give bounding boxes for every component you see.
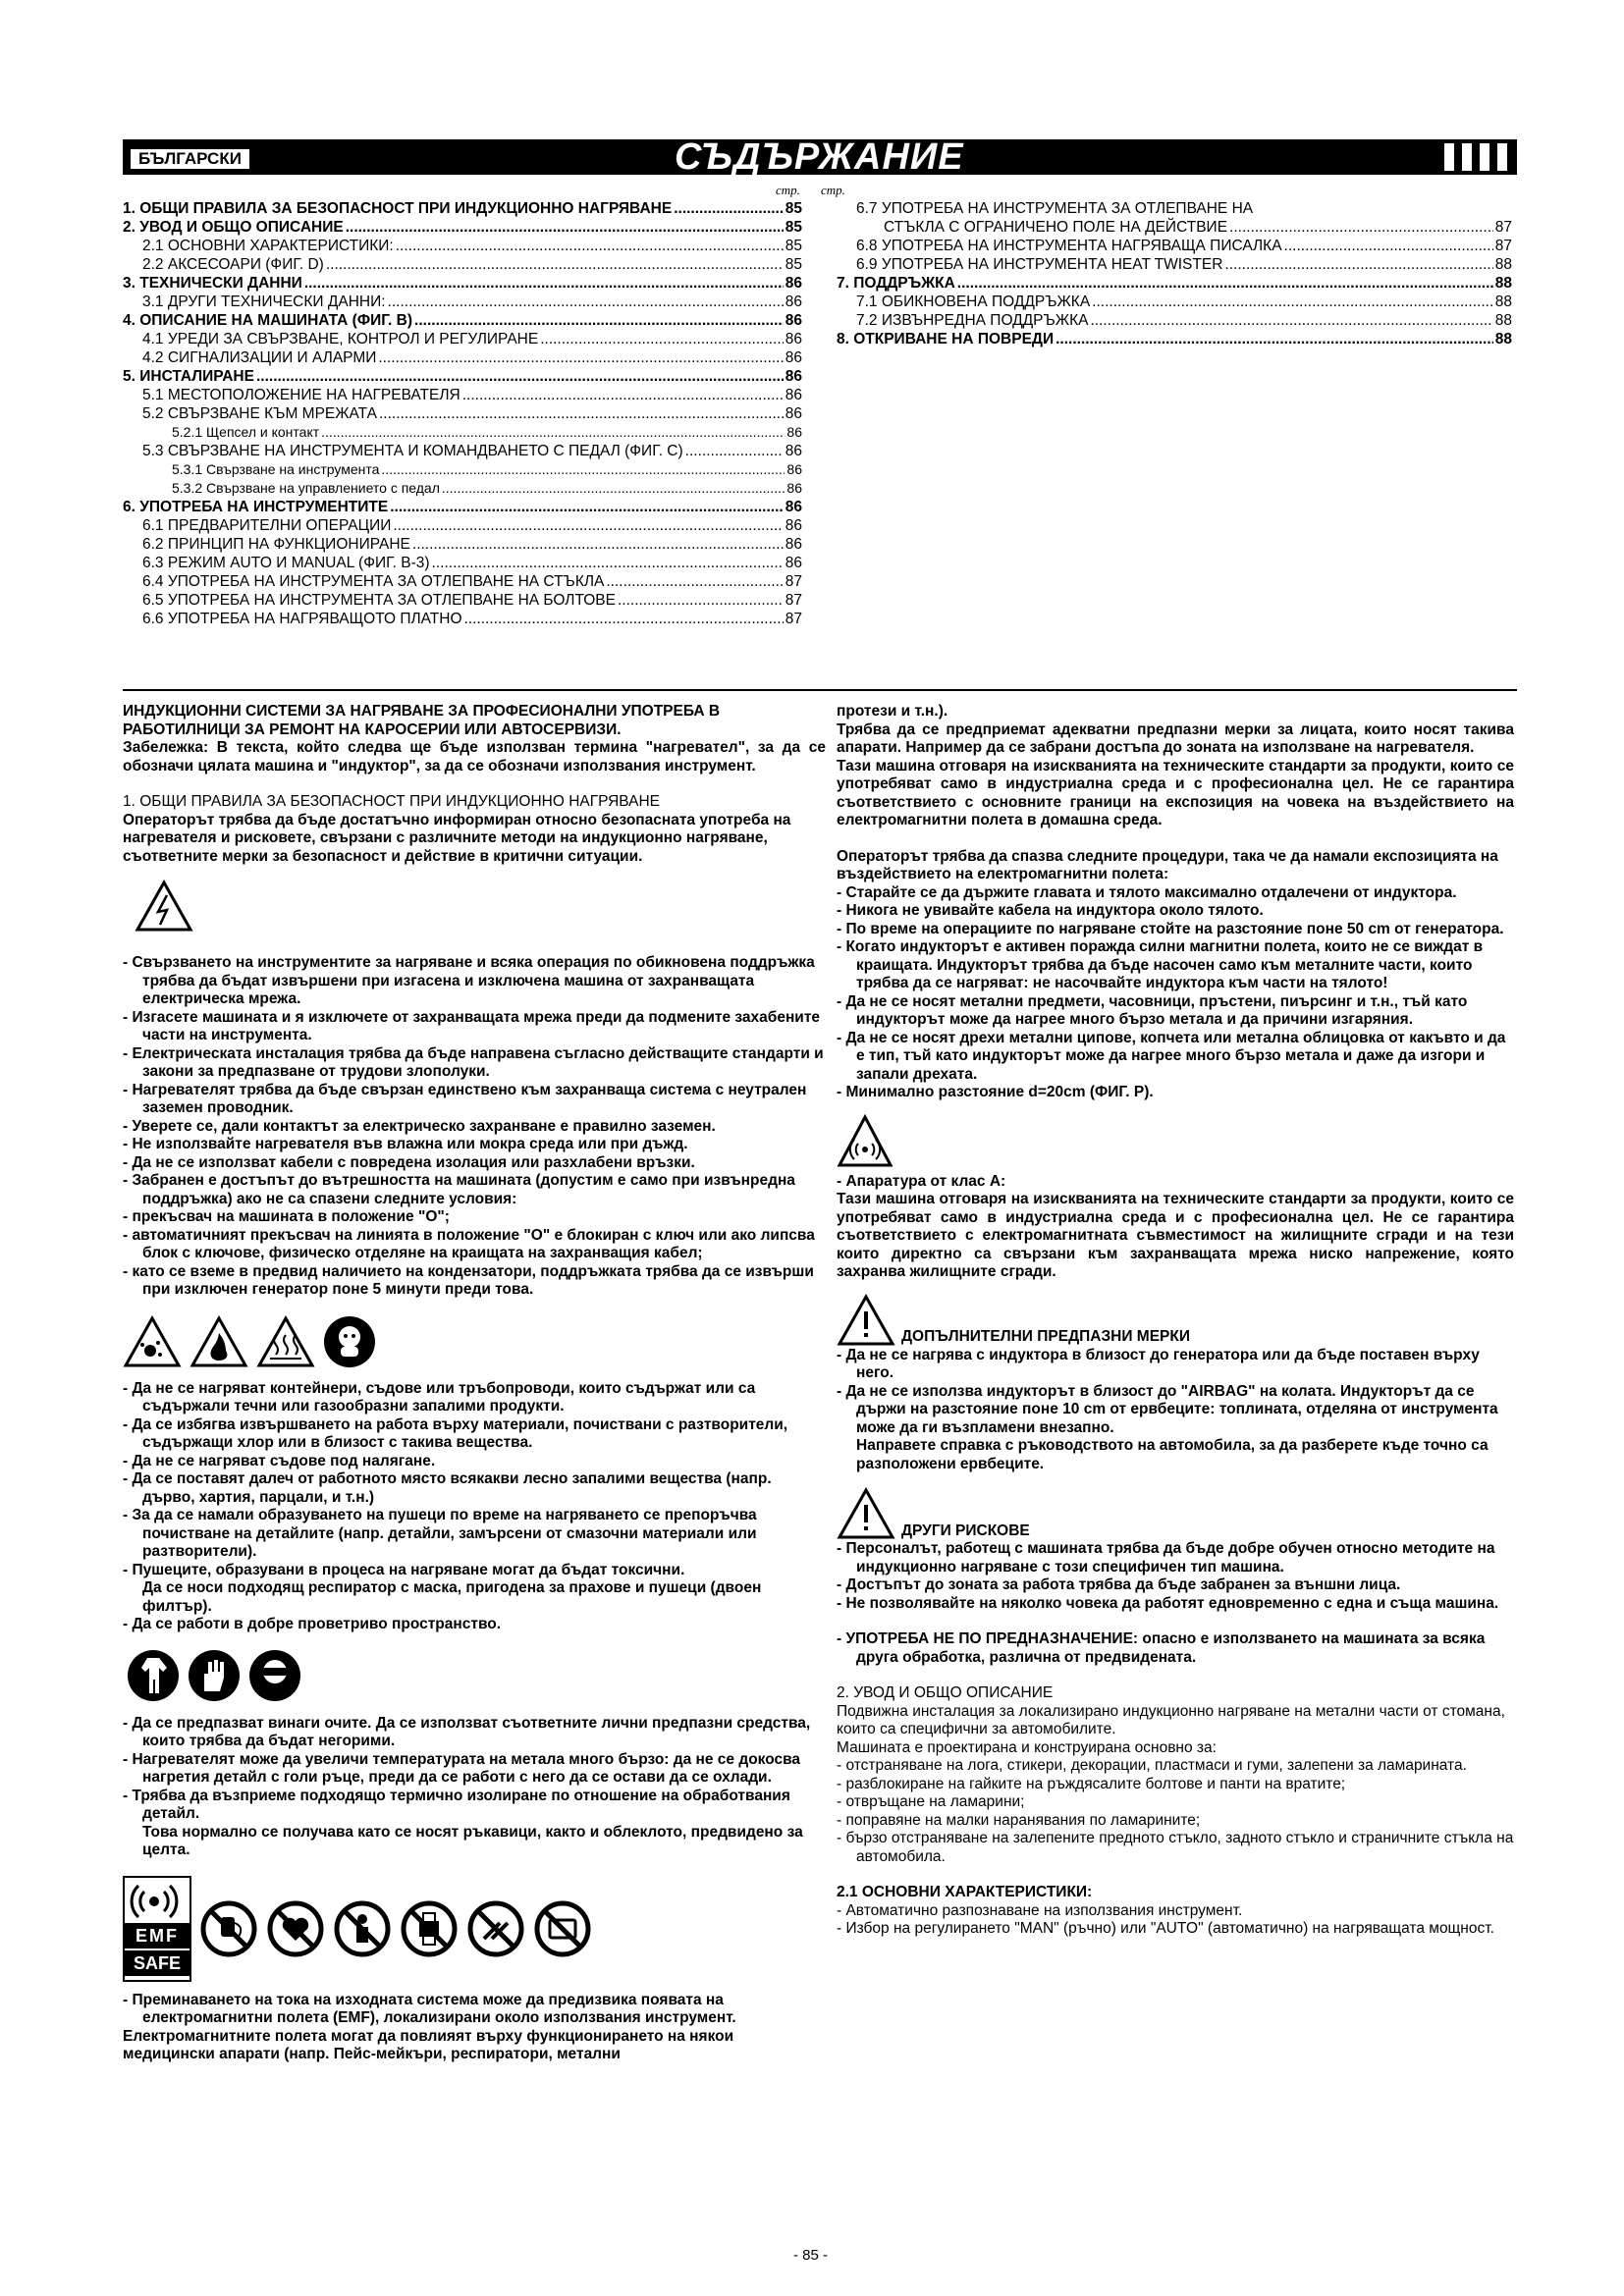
list-item: - Не използвайте нагревателя във влажна или мокра среда или при дъжд. xyxy=(123,1136,688,1152)
list-item: - разблокиране на гайките на ръждясалите болтове и панти на вратите; xyxy=(837,1775,1346,1792)
list-item: - Изгасете машината и я изключете от захранващата мрежа преди да подмените захабените части на инструмента. xyxy=(123,1008,821,1043)
toc-leader xyxy=(1284,237,1493,255)
toc-entry xyxy=(123,535,802,554)
toc-leader xyxy=(346,218,784,237)
toc-entry-page: 88 xyxy=(1494,294,1512,310)
toc-leader xyxy=(1224,255,1492,274)
toc-entry xyxy=(123,274,802,293)
list-item: - Да се избягва извършването на работа върху материали, почиствани с разтворители, съдържащи хлор или в близост с такива вещества. xyxy=(123,1415,788,1451)
no-credit-card-icon xyxy=(533,1899,592,1958)
class-a-title: - Апаратура от клас А: xyxy=(837,1172,1006,1190)
toc-leader xyxy=(540,330,784,348)
toc-entry xyxy=(123,330,802,348)
page-title: СЪДЪРЖАНИЕ xyxy=(675,136,964,178)
toc-leader xyxy=(326,255,784,274)
toc-entry xyxy=(837,293,1512,311)
list-item: - поправяне на малки наранявания по ламарините; xyxy=(837,1811,1201,1829)
list-item: - прекъсвач на машината в положение "O"; xyxy=(123,1208,450,1225)
toc-entry xyxy=(123,572,802,591)
toc-entry-page: 87 xyxy=(785,573,802,590)
list-item: - отстраняване на лога, стикери, декорации, пластмаси и гуми, залепени за ламарината. xyxy=(837,1757,1467,1774)
toc-entry-title: 7. ПОДДРЪЖКА xyxy=(837,275,955,292)
list-item: - Да не се използват кабели с повредена изолация или разхлабени връзки. xyxy=(123,1153,695,1171)
toc-entry-page: 85 xyxy=(785,238,802,254)
toc-leader xyxy=(1092,293,1493,311)
fire-hazard-icon xyxy=(189,1315,248,1368)
toc-entry-page: 86 xyxy=(785,517,802,534)
toc-left xyxy=(123,199,802,628)
header-band xyxy=(123,136,1517,178)
toc-right xyxy=(837,199,1512,348)
list-item: - Старайте се да държите главата и тялото максимално отдалечени от индуктора. xyxy=(837,883,1457,901)
toc-leader xyxy=(381,460,785,479)
toc-leader xyxy=(606,572,783,591)
emf-safe-badge xyxy=(123,1876,191,1982)
toc-entry-title: 5.3.2 Свързване на управлението с педал xyxy=(172,480,440,496)
list-item: - Да не се нагряват съдове под налягане. xyxy=(123,1452,436,1469)
toc-entry-page: 88 xyxy=(1494,275,1512,292)
protective-gloves-icon xyxy=(188,1648,241,1703)
emf-bullet: - Преминаването на тока на изходната система може да предизвика появата на електромагнитни полета (EMF), локализирани около използвания инструмент. xyxy=(123,1991,736,2026)
list-item: - Избор на регулирането "MAN" (ръчно) или "AUTO" (автоматично) на нагряващата мощност. xyxy=(837,1920,1494,1937)
toc-entry-title: 2.2 АКСЕСОАРИ (ФИГ. D) xyxy=(142,256,324,273)
toc-entry-page: 88 xyxy=(1494,331,1512,347)
toc-leader xyxy=(396,237,784,255)
page-number: - 85 - xyxy=(793,2247,829,2264)
toc-entry xyxy=(837,218,1512,237)
toc-entry xyxy=(123,554,802,572)
toc-entry-page: 86 xyxy=(785,387,802,403)
toc-entry-title: 5.2.1 Щепсел и контакт xyxy=(172,424,320,440)
emf-label: EMF xyxy=(125,1923,189,1949)
toc-entry-title: 6.5 УПОТРЕБА НА ИНСТРУМЕНТА ЗА ОТЛЕПВАНЕ НА БОЛТОВЕ xyxy=(142,592,616,609)
list-item: - Нагревателят може да увеличи температурата на метала много бързо: да не се докосва нагретия детайл с голи ръце, преди да се работи с него да се остави да се охлади. xyxy=(123,1750,801,1786)
toc-entry xyxy=(837,237,1512,255)
list-item: - Не позволявайте на няколко човека да работят едновременно с една и съща машина. xyxy=(837,1594,1499,1612)
no-tools-icon xyxy=(466,1899,525,1958)
list-item: - Електрическата инсталация трябва да бъде направена съгласно действащите стандарти и закони за предпазване от трудови злополуки. xyxy=(123,1044,824,1080)
toc-entry-page: 85 xyxy=(785,200,802,217)
toc-leader xyxy=(957,274,1493,293)
toc-entry-title: 6.1 ПРЕДВАРИТЕЛНИ ОПЕРАЦИИ xyxy=(142,517,392,534)
ppe-continuation: Това нормално се получава като се носят ръкавици, както и облеклото, предвидено за целта. xyxy=(142,1823,803,1858)
emf-radiation-icon xyxy=(125,1878,184,1923)
section-1-title: 1. ОБЩИ ПРАВИЛА ЗА БЕЗОПАСНОСТ ПРИ ИНДУКЦИОННО НАГРЯВАНЕ xyxy=(123,793,661,810)
toc-leader xyxy=(256,367,784,386)
list-item: - Свързването на инструментите за нагряване и всяка операция по обикновена поддръжка трябва да бъдат извършени при изгасена и изключена машина от захранващата електрическа мрежа. xyxy=(123,954,815,1007)
toc-page-label-left: стр. xyxy=(776,183,800,197)
toc-entry-page: 86 xyxy=(785,443,802,459)
warning-icon xyxy=(837,1487,895,1540)
toc-entry-title: 6.4 УПОТРЕБА НА ИНСТРУМЕНТА ЗА ОТЛЕПВАНЕ НА СТЪКЛА xyxy=(142,573,605,590)
toc-entry xyxy=(123,591,802,610)
toc-entry-title: 2.1 ОСНОВНИ ХАРАКТЕРИСТИКИ: xyxy=(142,238,394,254)
toc-entry-title: 3. ТЕХНИЧЕСКИ ДАННИ xyxy=(123,275,302,292)
list-item: - Минимално разстояние d=20cm (ФИГ. P). xyxy=(837,1084,1154,1100)
list-item: - Трябва да възприеме подходящо термично изолиране по отношение на обработвания детайл. xyxy=(123,1787,790,1822)
toc-entry-title: 6.8 УПОТРЕБА НА ИНСТРУМЕНТА НАГРЯВАЩА ПИСАЛКА xyxy=(856,238,1282,254)
list-item: - Автоматично разпознаване на използвания инструмент. xyxy=(837,1901,1243,1919)
toc-page-label-right: стр. xyxy=(821,183,845,197)
toc-entry-page: 86 xyxy=(785,312,802,329)
toc-entry-title: 6.6 УПОТРЕБА НА НАГРЯВАЩОТО ПЛАТНО xyxy=(142,611,462,627)
toc-leader xyxy=(1090,311,1492,330)
toc-leader xyxy=(464,610,784,628)
toc-entry xyxy=(123,311,802,330)
toc-leader xyxy=(412,535,784,554)
toc-entry xyxy=(123,218,802,237)
toc-leader xyxy=(388,293,784,311)
list-item: - Да се предпазват винаги очите. Да се използват съответните лични предпазни средства, които трябва да бъдат негорими. xyxy=(123,1714,811,1749)
right-column xyxy=(837,703,1514,1939)
no-heart-implant-icon xyxy=(266,1899,325,1958)
toc-entry xyxy=(837,311,1512,330)
toc-entry xyxy=(123,498,802,516)
list-item: - отвръщане на ламарини; xyxy=(837,1793,1025,1810)
toc-entry-title: 5.1 МЕСТОПОЛОЖЕНИЕ НА НАГРЕВАТЕЛЯ xyxy=(142,387,460,403)
toc-leader xyxy=(462,386,784,404)
intro-title: ИНДУКЦИОННИ СИСТЕМИ ЗА НАГРЯВАНЕ ЗА ПРОФЕСИОНАЛНИ УПОТРЕБА В РАБОТИЛНИЦИ ЗА РЕМОНТ НА КАРОСЕРИИ ИЛИ АВТОСЕРВИЗИ. xyxy=(123,703,721,738)
toc-entry-page: 86 xyxy=(785,536,802,553)
warning-icon xyxy=(837,1294,895,1347)
toc-entry-title: 7.2 ИЗВЪНРЕДНА ПОДДРЪЖКА xyxy=(856,312,1089,329)
list-item: - Пушеците, образувани в процеса на нагряване могат да бъдат токсични. xyxy=(123,1561,685,1578)
respirator-mask-icon xyxy=(323,1315,376,1368)
toc-leader xyxy=(378,348,783,367)
toc-entry xyxy=(837,255,1512,274)
toc-entry xyxy=(123,255,802,274)
emf-procedures-list xyxy=(837,884,1514,1102)
section-2-1-title: 2.1 ОСНОВНИ ХАРАКТЕРИСТИКИ: xyxy=(837,1884,1093,1900)
toc-entry-title: 5.2 СВЪРЗВАНЕ КЪМ МРЕЖАТА xyxy=(142,405,377,422)
toc-entry-page: 86 xyxy=(785,405,802,422)
toc-entry xyxy=(123,237,802,255)
toc-entry-page: 87 xyxy=(785,611,802,627)
toc-entry xyxy=(837,274,1512,293)
section-2-text-1: Подвижна инсталация за локализирано индукционно нагряване на метални части от стомана, които са специфични за автомобилите. xyxy=(837,1702,1505,1737)
toc-entry xyxy=(123,348,802,367)
fire-safety-list xyxy=(123,1380,826,1580)
ppe-list xyxy=(123,1715,826,1824)
toc-leader xyxy=(1229,218,1493,237)
list-item: - като се вземе в предвид наличието на кондензатори, поддръжката трябва да се извърши при изключен генератор поне 5 минути преди това. xyxy=(123,1262,814,1298)
list-item: - Персоналът, работещ с машината трябва да бъде добре обучен относно методите на индукционно нагряване с този специфичен тип машина. xyxy=(837,1540,1495,1575)
toc-entry-title: 6.7 УПОТРЕБА НА ИНСТРУМЕНТА ЗА ОТЛЕПВАНЕ НА xyxy=(856,200,1254,217)
toc-entry-title: 4.1 УРЕДИ ЗА СВЪРЗВАНЕ, КОНТРОЛ И РЕГУЛИРАНЕ xyxy=(142,331,539,347)
toc-leader xyxy=(432,554,784,572)
toc-entry-page: 87 xyxy=(1494,219,1512,236)
toc-leader xyxy=(379,404,784,423)
toc-entry-page: 86 xyxy=(785,499,802,515)
toc-leader xyxy=(390,498,784,516)
toc-leader xyxy=(1056,330,1493,348)
header-bars xyxy=(1444,143,1507,171)
toc-entry-title: 1. ОБЩИ ПРАВИЛА ЗА БЕЗОПАСНОСТ ПРИ ИНДУКЦИОННО НАГРЯВАНЕ xyxy=(123,200,673,217)
toc-entry-page: 88 xyxy=(1494,312,1512,329)
toc-entry-title: 2. УВОД И ОБЩО ОПИСАНИЕ xyxy=(123,219,344,236)
toc-leader xyxy=(304,274,784,293)
toc-entry xyxy=(123,610,802,628)
toc-entry-title: 6.9 УПОТРЕБА НА ИНСТРУМЕНТА HEAT TWISTER xyxy=(856,256,1223,273)
toc-leader xyxy=(321,423,785,442)
list-item: - автоматичният прекъсвач на линията в положение "O" е блокиран с ключ или ако липсва блок с ключове, физическо отделяне на краищата на захранващия кабел; xyxy=(123,1226,815,1261)
toc-leader xyxy=(442,479,785,498)
electric-safety-list xyxy=(123,954,826,1300)
other-risks-list xyxy=(837,1540,1514,1613)
toc-entry-page: 88 xyxy=(1494,256,1512,273)
list-item: - Да не се носят метални предмети, часовници, пръстени, пиърсинг и т.н., тъй като индукторът може да нагрее много бързо метала и да причини изгаряния. xyxy=(837,992,1468,1028)
right-continuation: протези и т.н.). xyxy=(837,703,948,720)
toc-entry-page: 86 xyxy=(785,294,802,310)
no-watch-icon xyxy=(400,1899,459,1958)
other-risks-title: ДРУГИ РИСКОВЕ xyxy=(901,1522,1030,1539)
toc-entry-title: 5.3.1 Свързване на инструмента xyxy=(172,461,380,477)
toc-entry-page: 87 xyxy=(785,592,802,609)
safe-label: SAFE xyxy=(125,1949,189,1976)
list-item: - Когато индукторът е активен поражда силни магнитни полета, които не се виждат в краищата. Индукторът трябва да бъде насочен само към металните части, които трябва да се нагряват: не насочвайте индуктора към части на тялото! xyxy=(837,938,1484,991)
list-item: - Нагревателят трябва да бъде свързан единствено към захранваща система с неутрален заземен проводник. xyxy=(123,1081,807,1116)
list-item: - Да се поставят далеч от работното място всякакви лесно запалими вещества (напр. дърво, хартия, парцали, и т.н.) xyxy=(123,1470,772,1506)
fire-safety-continuation: Да се носи подходящ респиратор с маска, пригодена за прахове и пушеци (двоен филтър). xyxy=(142,1579,762,1615)
toc-entry-title: 7.1 ОБИКНОВЕНА ПОДДРЪЖКА xyxy=(856,294,1091,310)
toc-entry-page: 85 xyxy=(785,256,802,273)
toc-entry xyxy=(837,199,1512,218)
toc-entry-title: 5.3 СВЪРЗВАНЕ НА ИНСТРУМЕНТА И КОМАНДВАНЕТО С ПЕДАЛ (ФИГ. C) xyxy=(142,443,683,459)
no-metal-implant-icon xyxy=(333,1899,392,1958)
toc-entry-title: 6.3 РЕЖИМ AUTO И MANUAL (ФИГ. B-3) xyxy=(142,555,430,571)
toc-entry-page: 86 xyxy=(785,555,802,571)
toc-entry xyxy=(123,367,802,386)
intro-note: Забележка: В текста, който следва ще бъде използван термина "нагревател", за да се обозначи цялата машина и "индуктор", за да се обозначи използвания инструмент. xyxy=(123,739,826,774)
electric-hazard-icon xyxy=(135,880,193,933)
toc-entry-title: 3.1 ДРУГИ ТЕХНИЧЕСКИ ДАННИ: xyxy=(142,294,386,310)
toc-leader xyxy=(414,311,784,330)
section-2-list xyxy=(837,1757,1514,1866)
toc-entry-title: 4.2 СИГНАЛИЗАЦИИ И АЛАРМИ xyxy=(142,349,377,366)
no-pacemaker-icon xyxy=(199,1899,258,1958)
toc-entry xyxy=(123,199,802,218)
section-divider xyxy=(123,689,1517,691)
toc-entry-page: 86 xyxy=(785,331,802,347)
toc-leader xyxy=(685,442,784,460)
toc-entry xyxy=(123,386,802,404)
list-item: - Да не се нагрява с индуктора в близост до генератора или да бъде поставен върху него. xyxy=(837,1346,1480,1381)
extra-continuation: Направете справка с ръководството на автомобила, за да разберете къде точно са разположени ервбеците. xyxy=(856,1437,1489,1472)
emf-text: Електромагнитните полета могат да повлияят върху функционирането на някои медицински апарати (напр. Пейс-мейкъри, респиратори, метални xyxy=(123,2027,734,2062)
toc-leader xyxy=(674,199,784,218)
toc-entry-title: 6. УПОТРЕБА НА ИНСТРУМЕНТИТЕ xyxy=(123,499,389,515)
section-2-title: 2. УВОД И ОБЩО ОПИСАНИЕ xyxy=(837,1684,1054,1701)
toc-entry xyxy=(123,460,802,479)
section-2-1-list xyxy=(837,1902,1514,1939)
language-tag: БЪЛГАРСКИ xyxy=(129,147,251,171)
toc-entry-page: 86 xyxy=(785,349,802,366)
ventilation-item: - Да се работи в добре проветриво пространство. xyxy=(123,1616,502,1632)
toc-leader xyxy=(393,516,783,535)
explosion-hazard-icon xyxy=(123,1315,182,1368)
radio-emission-icon xyxy=(837,1114,893,1169)
toc-entry xyxy=(123,516,802,535)
protective-clothing-icon xyxy=(127,1648,180,1703)
list-item: - Забранен е достъпът до вътрешността на машината (допустим е само при извънредна поддръжка) ако не са спазени следните условия: xyxy=(123,1172,795,1207)
section-1-text: Операторът трябва да бъде достатъчно информиран относно безопасната употреба на нагревателя и рисковете, свързани с различните методи на индукционно нагряване, съответните мерки за безопасност и действие в критични ситуации. xyxy=(123,811,791,865)
toc-entry xyxy=(123,423,802,442)
toc-entry-page: 86 xyxy=(786,461,802,477)
hot-surface-icon xyxy=(256,1315,315,1368)
toc-entry xyxy=(837,330,1512,348)
extra-precautions-list xyxy=(837,1347,1514,1438)
toc-entry-title: 5. ИНСТАЛИРАНЕ xyxy=(123,368,254,385)
toc-entry xyxy=(123,479,802,498)
toc-entry xyxy=(123,442,802,460)
right-para-1: Трябва да се предприемат адекватни предпазни мерки за лицата, които носят такива апарати. Например да се забрани достъпа до зоната на използване на нагревателя. xyxy=(837,721,1514,756)
left-column xyxy=(123,703,826,2064)
misuse-warning: - УПОТРЕБА НЕ ПО ПРЕДНАЗНАЧЕНИЕ: опасно е използването на машината за всяка друга обработка, различна от предвидената. xyxy=(837,1630,1486,1666)
toc-entry-page: 86 xyxy=(785,368,802,385)
list-item: - бързо отстраняване на залепените предното стъкло, задното стъкло и страничните стъкла на автомобила. xyxy=(837,1830,1514,1865)
class-a-text: Тази машина отговаря на изискванията на техническите стандарти за продукти, които се употребяват само в индустриална среда и с професионална цел. Не се гарантира съответствието с електромагнитната съвместимост на жилищните сгради и на тези които директно са свързани към захранващата мрежа ниско напрежение, която захранва жилищните сгради. xyxy=(837,1191,1514,1280)
list-item: - Да не се нагряват контейнери, съдове или тръбопроводи, които съдържат или са съдържали течни или газообразни запалими продукти. xyxy=(123,1379,756,1415)
toc-entry-title: 4. ОПИСАНИЕ НА МАШИНАТА (ФИГ. B) xyxy=(123,312,413,329)
eye-protection-icon xyxy=(248,1648,301,1703)
toc-entry-title: 8. ОТКРИВАНЕ НА ПОВРЕДИ xyxy=(837,331,1055,347)
toc-leader xyxy=(618,591,784,610)
toc-entry-page: 86 xyxy=(785,275,802,292)
extra-precautions-title: ДОПЪЛНИТЕЛНИ ПРЕДПАЗНИ МЕРКИ xyxy=(901,1328,1190,1345)
right-para-3: Операторът трябва да спазва следните процедури, така че да намали експозицията на въздействието на електромагнитни полета: xyxy=(837,847,1498,882)
list-item: - Достъпът до зоната за работа трябва да бъде забранен за външни лица. xyxy=(837,1576,1401,1593)
list-item: - Никога не увивайте кабела на индуктора около тялото. xyxy=(837,902,1264,919)
section-2-text-2: Машината е проектирана и конструирана основно за: xyxy=(837,1738,1217,1756)
toc-entry-page: 86 xyxy=(786,480,802,496)
right-para-2: Тази машина отговаря на изискванията на техническите стандарти за продукти, които се употребяват само в индустриална среда и с професионална цел. Не се гарантира съответствието с основните граници на експозиция на човека на въздействието на електромагнитни полета в домашна среда. xyxy=(837,757,1514,828)
toc-entry-page: 86 xyxy=(786,424,802,440)
list-item: - По време на операциите по нагряване стойте на разстояние поне 50 cm от генератора. xyxy=(837,920,1504,937)
toc-entry xyxy=(123,293,802,311)
list-item: - Да не се използва индукторът в близост до "AIRBAG" на колата. Индукторът да се държи на разстояние поне 10 cm от ервбеците: топлината, отделяна от инструмента може да ги възпламени внезапно. xyxy=(837,1382,1498,1436)
toc-entry xyxy=(123,404,802,423)
toc-entry-title: СТЪКЛА С ОГРАНИЧЕНО ПОЛЕ НА ДЕЙСТВИЕ xyxy=(884,219,1228,236)
toc-entry-title: 6.2 ПРИНЦИП НА ФУНКЦИОНИРАНЕ xyxy=(142,536,410,553)
list-item: - За да се намали образуването на пушеци по време на нагряването се препоръчва почистване на детайлите (напр. детайли, замърсени от смазочни материали или разтворители). xyxy=(123,1507,757,1560)
toc-entry-page: 87 xyxy=(1494,238,1512,254)
list-item: - Уверете се, дали контактът за електрическо захранване е правилно заземен. xyxy=(123,1117,716,1135)
list-item: - Да не се носят дрехи метални ципове, копчета или метална облицовка от какъвто и да е тип, тъй като индукторът може да нагрее много бързо метала и даже да изгори и запали дрехата. xyxy=(837,1029,1506,1083)
toc-entry-page: 85 xyxy=(785,219,802,236)
